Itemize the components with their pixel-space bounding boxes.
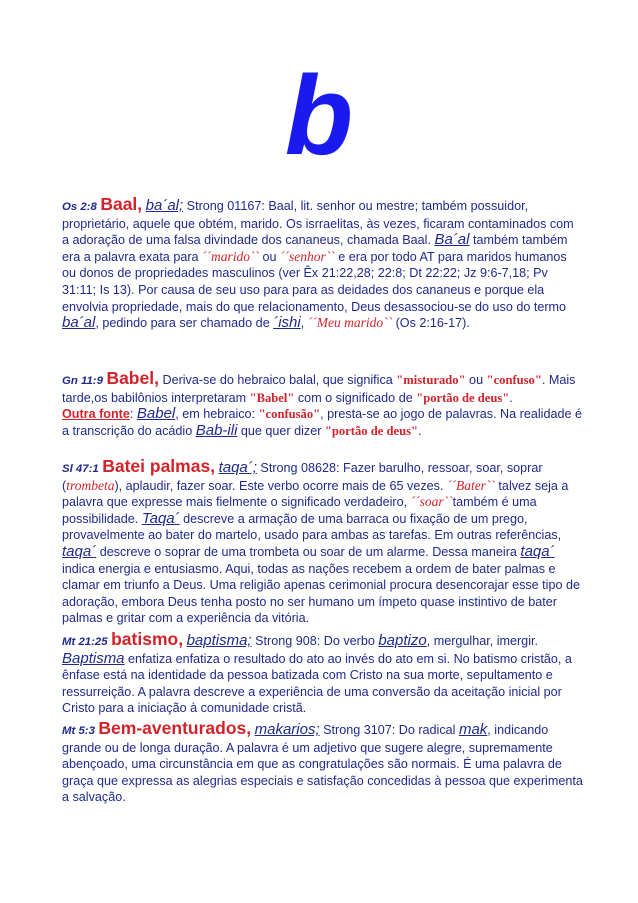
entry-text: , pedindo para ser chamado de	[95, 316, 274, 331]
entry-babel	[62, 370, 584, 439]
entry-headword: Bem-aventurados,	[98, 718, 252, 738]
entry-text: Strong 01167: Baal, lit. senhor ou mestre; também possuidor, proprietário, aquele que obtém, marido. Os isrraelitas, às vezes, ficaram contaminados com a adoração de uma falsa divindade dos cananeus, chamada Baal.	[62, 199, 574, 248]
entry-text: com o significado de	[294, 390, 417, 405]
section-letter: b	[284, 53, 354, 178]
transliteration: baptisma;	[186, 632, 252, 649]
word-babel: Babel	[136, 405, 176, 423]
entry-baal	[62, 196, 584, 332]
word-baptizo: baptizo	[378, 632, 427, 649]
word-ba-al: Ba´al	[434, 231, 470, 249]
quoted-word: "Babel"	[249, 390, 295, 405]
word-meu-marido: ´´Meu marido``	[307, 315, 393, 331]
verse-reference: Mt 21:25	[62, 636, 108, 648]
entry-text: ou	[259, 249, 281, 264]
source-label: Outra fonte	[62, 407, 130, 422]
entry-text: também também era a palavra exata para	[62, 233, 568, 264]
word-baptisma: Baptisma	[62, 649, 125, 667]
word-taqa: taqa´	[520, 542, 555, 560]
word-soar: ´´soar``	[410, 494, 453, 510]
entry-text: , indicando grande ou de longa duração. A palavra é um adjetivo que sugere alegre, supremamente abençoado, uma circunstância em que as congratulações são normais. É uma palavra de graça que expressa as alegrias especiais e satisfação concedidas à pessoa que experimenta a salvação.	[62, 723, 583, 805]
word-trombeta: trombeta	[66, 477, 115, 493]
entry-headword: Babel,	[106, 368, 159, 388]
entry-text: Strong 908: Do verbo	[251, 634, 379, 648]
entry-text: , mergulhar, imergir.	[426, 634, 538, 648]
word-ishi: ´ishi	[273, 314, 301, 332]
entry-text: (Os 2:16-17).	[392, 316, 470, 331]
word-mak: mak	[458, 721, 488, 738]
entry-text: Deriva-se do hebraico balal, que significa	[158, 373, 397, 387]
entry-text: que quer dizer	[237, 423, 325, 438]
transliteration: makarios;	[254, 721, 320, 738]
entry-headword: batismo,	[111, 629, 184, 649]
verse-reference: Sl 47:1	[62, 463, 99, 475]
quoted-word: "confusão"	[258, 407, 321, 422]
word-marido: ´´marido``	[202, 248, 260, 264]
quoted-word: "confuso"	[486, 373, 542, 387]
entry-text: talvez seja a palavra que expresse mais fielmente o significado verdadeiro,	[62, 478, 569, 510]
word-taqa: taqa´	[62, 542, 97, 560]
entry-batei-palmas	[62, 458, 584, 627]
entry-text: :	[129, 407, 137, 422]
entry-text: ou	[465, 373, 487, 387]
word-senhor: ´´senhor``	[280, 248, 335, 264]
verse-reference: Os 2:8	[62, 201, 97, 213]
quoted-word: "misturado"	[396, 373, 466, 387]
word-taqa: Taqa´	[141, 509, 180, 527]
verse-reference: Mt 5:3	[62, 725, 95, 737]
entry-text: indica energia e entusiasmo. Aqui, todas as nações recebem a ordem de bater palmas e clamar em triunfo a Deus. Uma religião apenas cerimonial procura desencorajar esse tipo de adoração, embora Deus tenha posto no ser humano um ímpeto quase instintivo de bater palmas e gritar com a experiência da vitória.	[62, 561, 580, 626]
entry-text: descreve o soprar de uma trombeta ou soar de um alarme. Dessa maneira	[96, 544, 521, 559]
entry-text: descreve a armação de uma barraca ou fixação de um prego, provavelmente ao bater do martelo, usado para ambas as tarefas. Em outras referências,	[62, 511, 562, 543]
quoted-word: "portão de deus"	[416, 390, 510, 405]
entry-text: Strong 08628: Fazer barulho, ressoar, soar, soprar (	[62, 461, 543, 493]
entry-text: , em hebraico:	[175, 407, 259, 422]
entry-text: ), aplaudir, fazer soar. Este verbo ocorre mais de 65 vezes.	[114, 478, 447, 493]
entry-text: , presta-se ao jogo de palavras. Na realidade é a transcrição do acádio	[62, 407, 582, 438]
entry-text: também é uma possibilidade.	[62, 495, 537, 526]
entry-batismo	[62, 631, 584, 717]
entry-text: Strong 3107: Do radical	[319, 723, 459, 737]
transliteration: ba´al;	[145, 197, 184, 214]
transliteration: taqa´;	[218, 459, 257, 476]
entry-text: . Mais tarde,os babilônios interpretaram	[62, 373, 576, 405]
entry-text: enfatiza enfatiza o resultado do ato ao invés do ato em si. No batismo cristão, a ênfase está na identidade da pessoa batizada com Cristo na sua morte, sepultamento e ressurreição. A palavra descreve a experiência de uma conversão da aceitação inicial por Cristo para a iniciação à comunidade cristã.	[62, 651, 572, 716]
entry-text: e era por todo AT para maridos humanos ou donos de propriedades masculinos (ver Êx 21:22,28; 22:8; Dt 22:22; Jz 9:6-7,18; Pv 31:11; Is 13). Por causa de seu uso para para as deidades dos cananeus e porque ela envolvia propriedade, mais do que relacionamento, Deus desassociou-se do uso do termo	[62, 249, 567, 314]
entry-headword: Baal,	[100, 194, 143, 214]
entry-text: .	[417, 423, 422, 438]
entry-text: .	[509, 390, 513, 405]
word-bab-ili: Bab-ili	[195, 421, 238, 439]
verse-reference: Gn 11:9	[62, 375, 103, 387]
word-ba-al: ba´al	[62, 314, 96, 332]
entry-headword: Batei palmas,	[102, 456, 216, 476]
quoted-word: "portão de deus"	[324, 423, 418, 438]
entry-bem-aventurados	[62, 720, 584, 806]
entry-text: ,	[300, 316, 308, 331]
word-bater: ´´Bater``	[446, 477, 495, 493]
